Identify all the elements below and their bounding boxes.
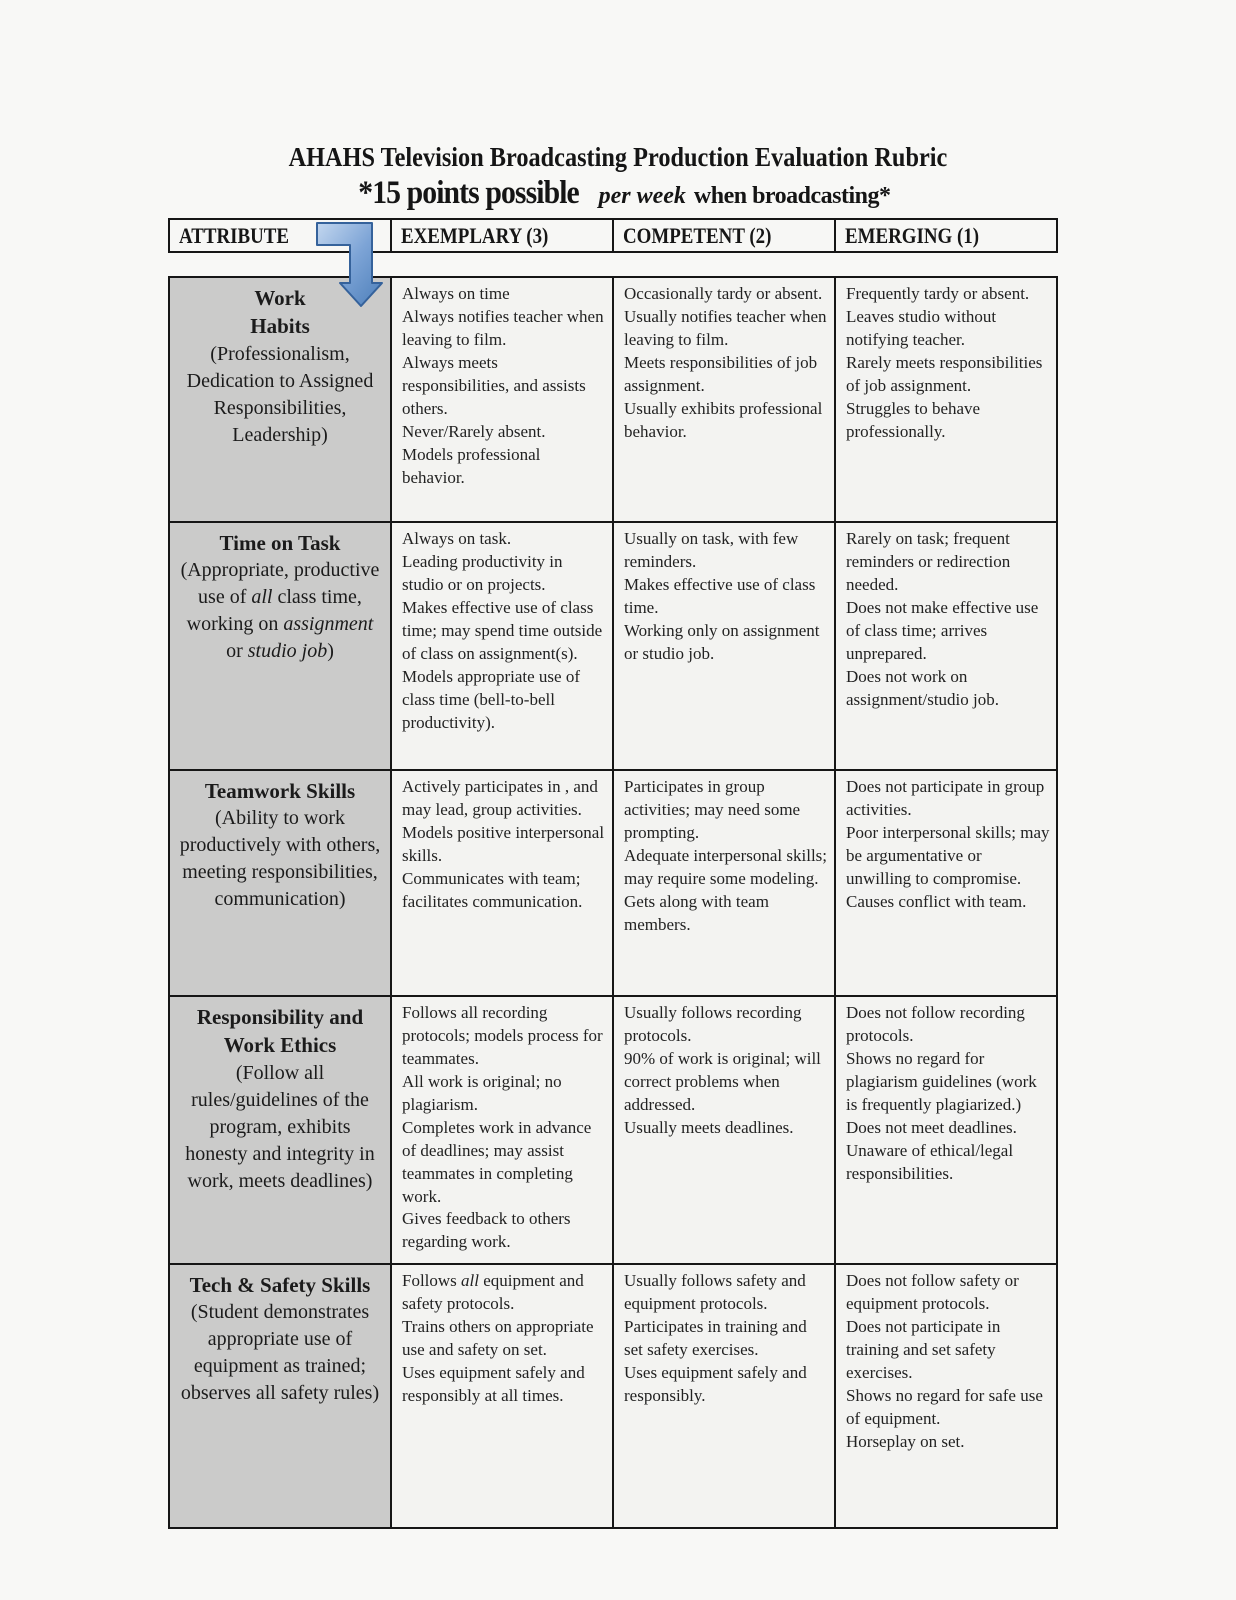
cell-line: Always notifies teacher when leaving to film. <box>402 306 604 349</box>
attribute-title: Tech & Safety Skills <box>189 1273 371 1297</box>
rubric-row <box>169 522 1057 770</box>
attribute-title: Time on Task <box>219 531 341 555</box>
cell-line: Meets responsibilities of job assignment. <box>624 352 818 395</box>
cell-line: Makes effective use of class time; may spend time outside of class on assignment(s). <box>402 597 603 663</box>
competent-cell <box>613 996 835 1264</box>
column-header-attribute: ATTRIBUTE <box>169 219 391 252</box>
attribute-title: Responsibility and Work Ethics <box>196 1005 364 1058</box>
cell-line: Completes work in advance of deadlines; may assist teammates in completing work. <box>402 1117 592 1206</box>
page-title <box>0 0 1236 173</box>
cell-line: Models appropriate use of class time (bell-to-bell productivity). <box>402 666 580 732</box>
page-subtitle <box>0 175 1236 212</box>
emerging-cell <box>835 277 1057 522</box>
column-header-exemplary: EXEMPLARY (3) <box>391 219 613 252</box>
cell-line: Communicates with team; facilitates communication. <box>402 868 583 911</box>
cell-line: Does not make effective use of class time; arrives unprepared. <box>846 597 1039 663</box>
attribute-cell <box>169 770 391 996</box>
cell-line: Does not follow recording protocols. <box>846 1003 1025 1045</box>
cell-line: Always on task. <box>402 529 512 548</box>
cell-line: Uses equipment safely and responsibly. <box>624 1362 807 1405</box>
competent-cell <box>613 522 835 770</box>
cell-line: Usually notifies teacher when leaving to film. <box>624 306 827 349</box>
rubric-row <box>169 1264 1057 1528</box>
attribute-description: (Follow all rules/guidelines of the program, exhibits honesty and integrity in work, meets deadlines) <box>185 1061 375 1192</box>
exemplary-cell <box>391 996 613 1264</box>
competent-cell <box>613 770 835 996</box>
cell-line: Unaware of ethical/legal responsibilities. <box>846 1140 1014 1183</box>
column-header-emerging: EMERGING (1) <box>835 219 1057 252</box>
cell-line: Does not work on assignment/studio job. <box>846 666 999 709</box>
attribute-cell <box>169 277 391 522</box>
cell-line: Models positive interpersonal skills. <box>402 822 605 865</box>
cell-line: Participates in training and set safety exercises. <box>624 1316 807 1359</box>
cell-line: Usually follows safety and equipment protocols. <box>624 1271 806 1313</box>
rubric-row <box>169 770 1057 996</box>
rubric-table <box>168 276 1058 1529</box>
cell-line: Models professional behavior. <box>402 444 541 487</box>
exemplary-cell <box>391 277 613 522</box>
cell-line: Shows no regard for safe use of equipment. <box>846 1385 1043 1428</box>
attribute-title: Work Habits <box>250 286 310 339</box>
cell-line: Usually exhibits professional behavior. <box>624 398 823 441</box>
attribute-description: (Ability to work productively with others, meeting responsibilities, communication) <box>179 807 381 911</box>
attribute-cell <box>169 522 391 770</box>
cell-line: Frequently tardy or absent. <box>846 284 1030 303</box>
cell-line: Horseplay on set. <box>846 1431 965 1451</box>
cell-line: Shows no regard for plagiarism guidelines (work is frequently plagiarized.) <box>846 1048 1037 1114</box>
cell-line: Does not participate in group activities. <box>846 777 1045 819</box>
cell-line: Never/Rarely absent. <box>402 421 546 441</box>
cell-line: Follows all equipment and safety protocols. <box>402 1271 584 1313</box>
cell-line: Makes effective use of class time. <box>624 574 816 617</box>
exemplary-cell <box>391 770 613 996</box>
down-arrow-icon <box>314 219 388 311</box>
cell-line: Usually meets deadlines. <box>624 1117 794 1137</box>
page-title-text: AHAHS Television Broadcasting Production Evaluation Rubric <box>288 142 948 172</box>
cell-line: Gets along with team members. <box>624 891 769 934</box>
cell-line: Causes conflict with team. <box>846 891 1027 911</box>
cell-line: Working only on assignment or studio job. <box>624 620 820 663</box>
header-row <box>169 219 1057 252</box>
cell-line: Always on time <box>402 284 510 303</box>
attribute-title: Teamwork Skills <box>204 779 356 803</box>
cell-line: Usually on task, with few reminders. <box>624 529 799 571</box>
cell-line: Uses equipment safely and responsibly at all times. <box>402 1362 585 1405</box>
exemplary-cell <box>391 1264 613 1528</box>
cell-line: Gives feedback to others regarding work. <box>402 1209 571 1252</box>
cell-line: Actively participates in , and may lead, group activities. <box>402 777 598 819</box>
cell-line: Occasionally tardy or absent. <box>624 284 823 303</box>
subtitle-points: *15 points possible <box>357 175 579 211</box>
emerging-cell <box>835 1264 1057 1528</box>
emerging-cell <box>835 770 1057 996</box>
cell-line: Does not follow safety or equipment protocols. <box>846 1271 1019 1313</box>
competent-cell <box>613 277 835 522</box>
rubric-header-row <box>168 218 1058 253</box>
cell-line: Struggles to behave professionally. <box>846 398 981 441</box>
competent-cell <box>613 1264 835 1528</box>
cell-line: Leading productivity in studio or on projects. <box>402 551 563 594</box>
cell-line: Does not meet deadlines. <box>846 1117 1017 1137</box>
cell-line: Does not participate in training and set safety exercises. <box>846 1316 1001 1382</box>
attribute-cell <box>169 996 391 1264</box>
attribute-description: (Professionalism, Dedication to Assigned Responsibilities, Leadership) <box>186 342 374 446</box>
cell-line: 90% of work is original; will correct problems when addressed. <box>624 1048 821 1114</box>
cell-line: Rarely on task; frequent reminders or redirection needed. <box>846 529 1011 594</box>
cell-line: Poor interpersonal skills; may be argumentative or unwilling to compromise. <box>846 822 1050 888</box>
attribute-cell <box>169 1264 391 1528</box>
cell-line: All work is original; no plagiarism. <box>402 1071 562 1114</box>
emerging-cell <box>835 996 1057 1264</box>
cell-line: Leaves studio without notifying teacher. <box>846 306 997 349</box>
rubric-row <box>169 996 1057 1264</box>
cell-line: Follows all recording protocols; models process for teammates. <box>402 1003 603 1068</box>
subtitle-when-broadcasting: when broadcasting* <box>693 183 891 209</box>
cell-line: Rarely meets responsibilities of job assignment. <box>846 352 1043 395</box>
emerging-cell <box>835 522 1057 770</box>
cell-line: Participates in group activities; may need some prompting. <box>624 777 801 842</box>
attribute-description: (Student demonstrates appropriate use of equipment as trained; observes all safety rules) <box>180 1301 380 1405</box>
attribute-description: (Appropriate, productive use of all class time, working on assignment or studio job) <box>180 559 380 663</box>
exemplary-cell <box>391 522 613 770</box>
rubric-row <box>169 277 1057 522</box>
cell-line: Adequate interpersonal skills; may require some modeling. <box>624 845 828 888</box>
column-header-competent: COMPETENT (2) <box>613 219 835 252</box>
cell-line: Usually follows recording protocols. <box>624 1003 802 1045</box>
subtitle-per-week: per week <box>598 183 686 209</box>
cell-line: Trains others on appropriate use and safety on set. <box>402 1316 594 1359</box>
cell-line: Always meets responsibilities, and assists others. <box>402 352 586 418</box>
